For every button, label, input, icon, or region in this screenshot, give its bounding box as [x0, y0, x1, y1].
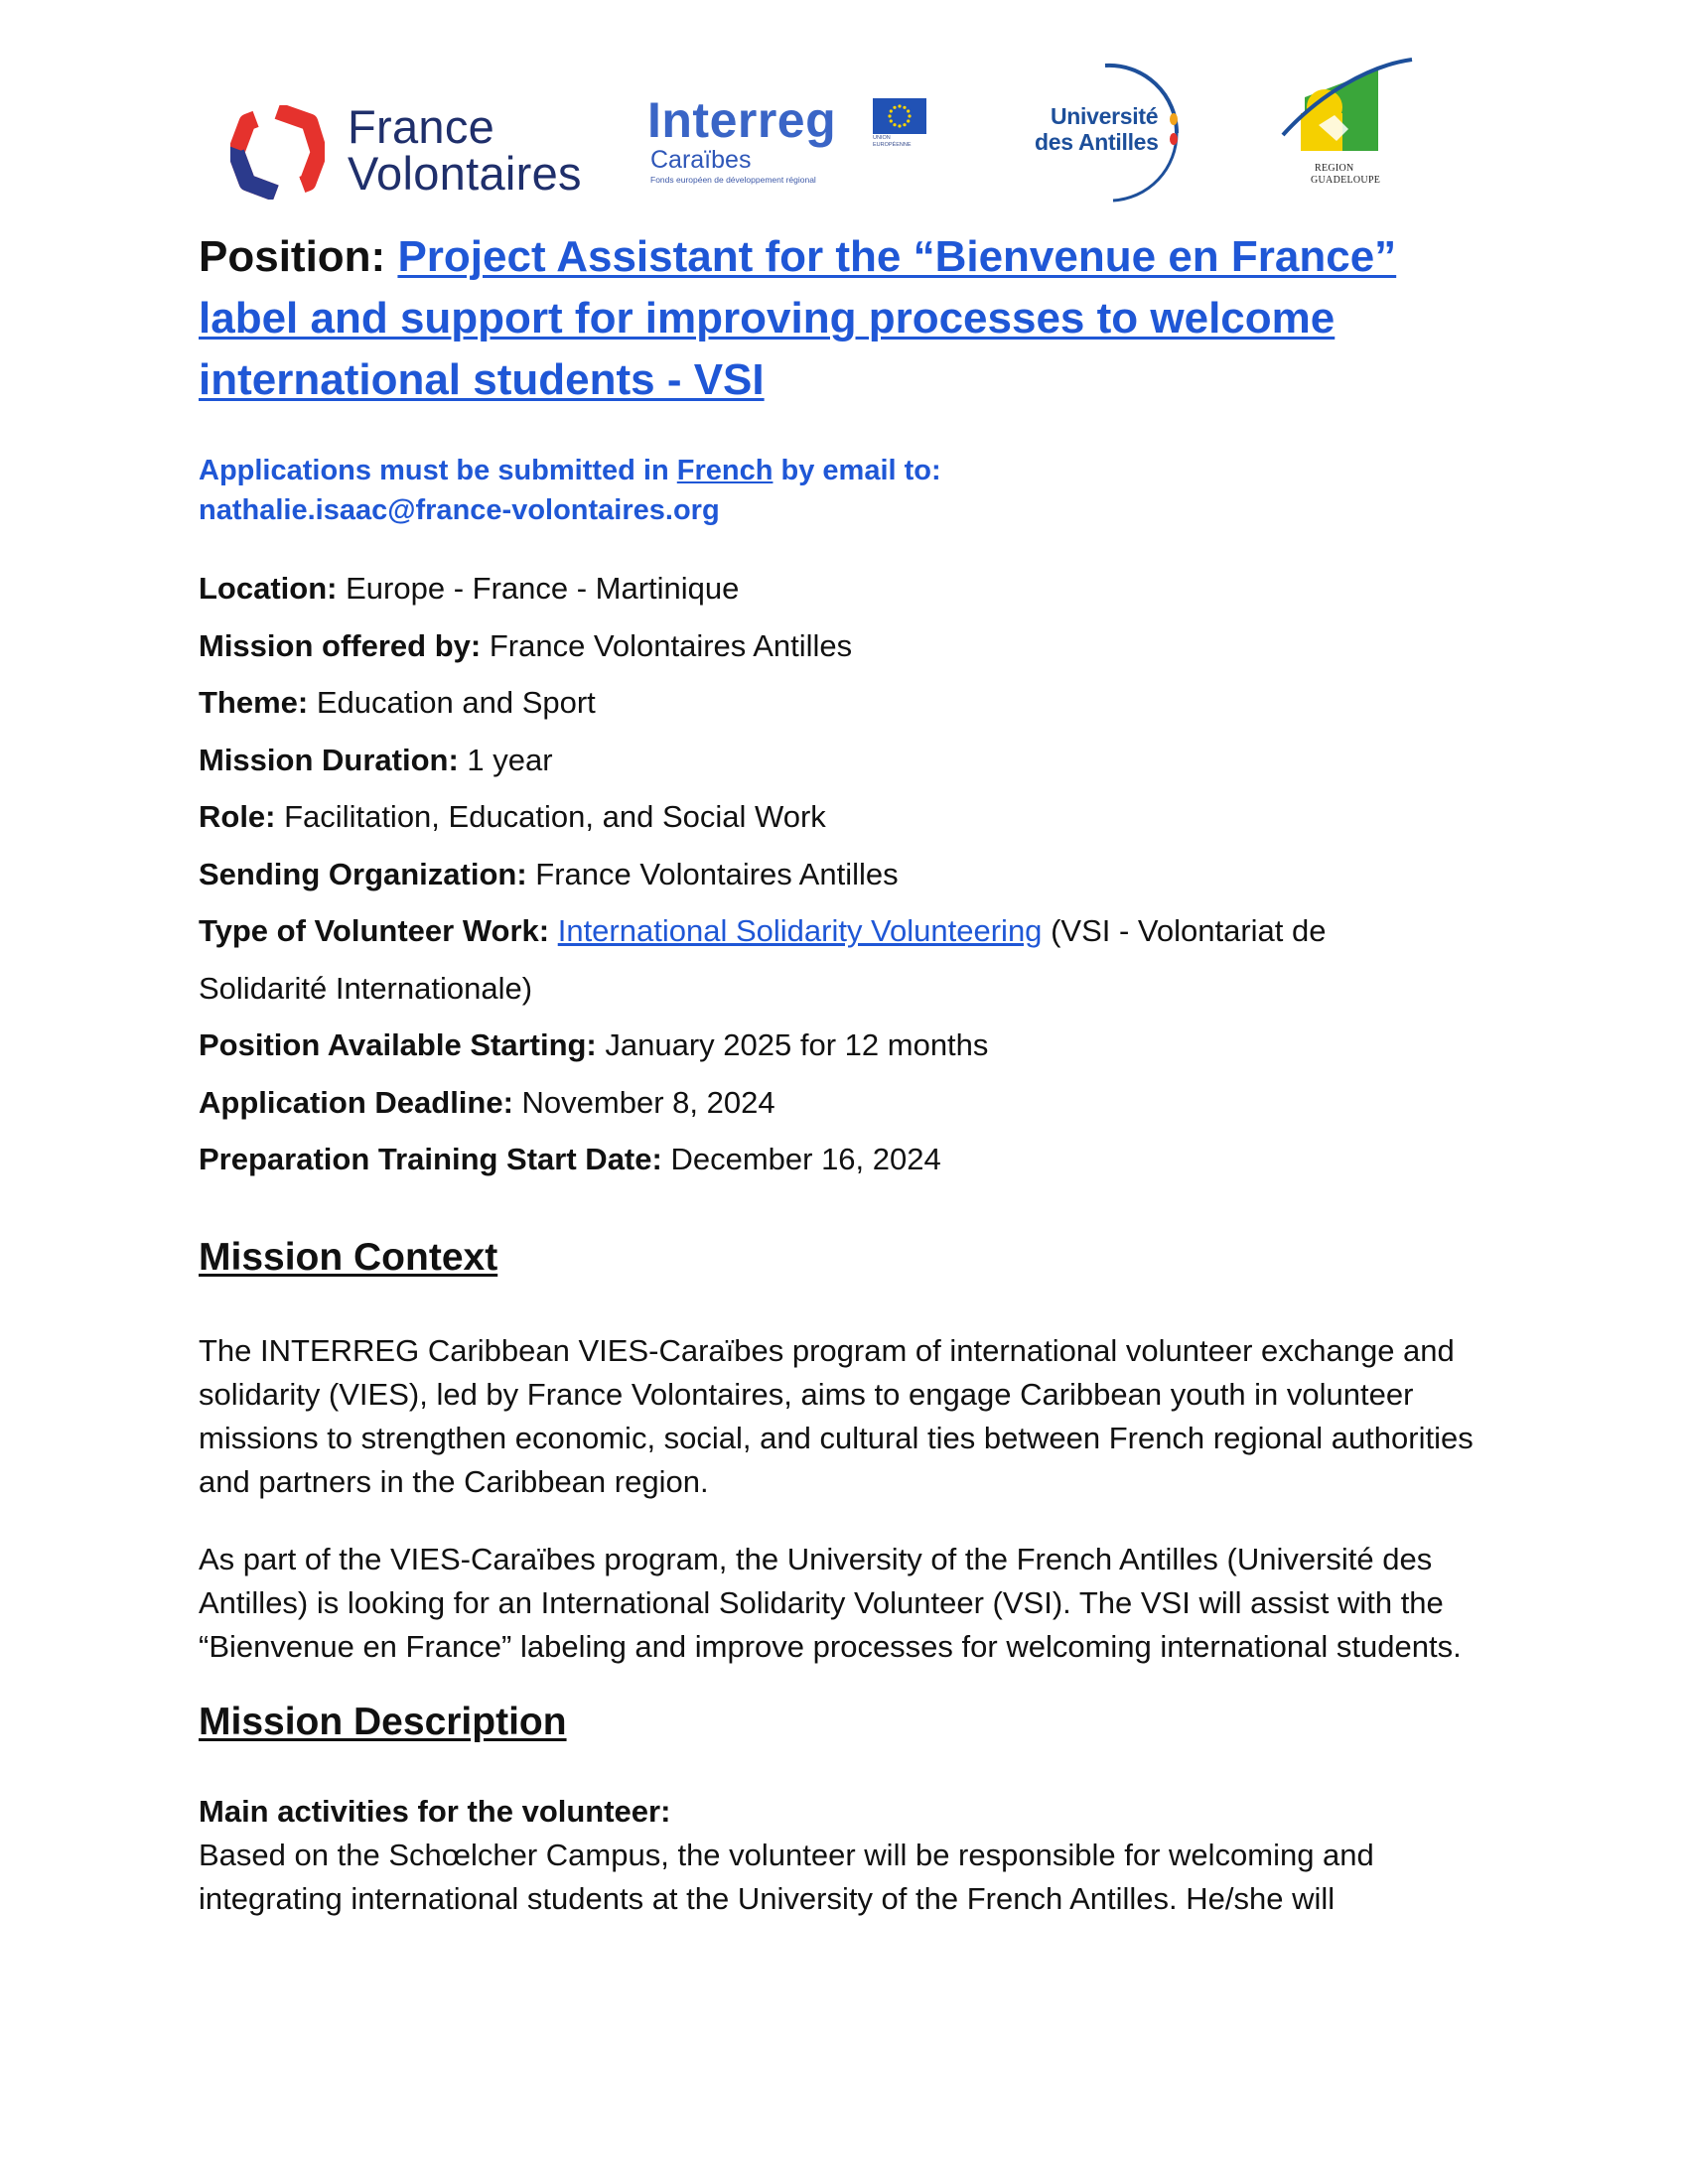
- field-label: Mission offered by:: [199, 627, 482, 663]
- field-value: Europe - France - Martinique: [346, 571, 740, 606]
- main-activities-heading: Main activities for the volunteer:: [199, 1793, 671, 1829]
- field-training-start: [199, 1131, 1489, 1188]
- field-offered-by: [199, 617, 1489, 675]
- field-label: Position Available Starting:: [199, 1027, 597, 1062]
- interreg-wordmark: Interreg: [647, 92, 837, 148]
- mission-details: [199, 560, 1489, 1188]
- application-instructions: [199, 451, 1489, 530]
- position-title-link[interactable]: Project Assistant for the “Bienvenue en France” label and support for improving processes to welcome international students - VSI: [199, 232, 1397, 404]
- interreg-caraibes-logo: [647, 92, 945, 195]
- field-label: Preparation Training Start Date:: [199, 1142, 662, 1176]
- field-label: Theme:: [199, 685, 309, 720]
- mission-description-heading: Mission Description: [199, 1700, 567, 1743]
- position-title: [199, 226, 1489, 411]
- application-text-before: Applications must be submitted in: [199, 455, 669, 486]
- field-label: Sending Organization:: [199, 856, 527, 891]
- eu-flag-icon: [873, 98, 926, 134]
- field-value: Solidarité Internationale): [199, 970, 533, 1006]
- eu-label: UNION EUROPÉENNE: [873, 135, 912, 148]
- field-label: Type of Volunteer Work:: [199, 913, 550, 948]
- universite-line1: Université: [1051, 103, 1159, 129]
- interreg-caraibes-label: Caraïbes: [650, 146, 752, 174]
- region-guadeloupe-emblem-icon: [1279, 56, 1418, 165]
- universite-line2: des Antilles: [1035, 129, 1159, 155]
- field-label: Location:: [199, 571, 338, 606]
- volunteer-type-link[interactable]: International Solidarity Volunteering: [557, 913, 1043, 948]
- mission-context-heading: Mission Context: [199, 1235, 498, 1279]
- field-sending-organization: [199, 846, 1489, 903]
- field-location: [199, 560, 1489, 617]
- region-line2: GUADELOUPE: [1311, 175, 1381, 186]
- region-line1: REGION: [1315, 163, 1354, 174]
- interreg-fund-label: Fonds européen de développement régional: [650, 175, 816, 185]
- france-volontaires-mark-icon: [230, 105, 325, 200]
- field-theme: [199, 674, 1489, 732]
- field-label: Application Deadline:: [199, 1084, 513, 1120]
- mission-description-paragraph: Based on the Schœlcher Campus, the volunteer will be responsible for welcoming and integrating international students at the University of the French Antilles. He/she will: [199, 1837, 1374, 1916]
- france-volontaires-wordmark: [348, 100, 582, 200]
- field-value: France Volontaires Antilles: [489, 627, 853, 663]
- field-value: January 2025 for 12 months: [605, 1027, 989, 1062]
- field-duration: [199, 732, 1489, 789]
- mission-context-paragraph-1: The INTERREG Caribbean VIES-Caraïbes program of international volunteer exchange and solidarity (VIES), led by France Volontaires, aims to engage Caribbean youth in volunteer missions to strengthen economic, social, and cultural ties between French regional authorities and partners in the Caribbean region.: [199, 1332, 1474, 1499]
- field-value: 1 year: [467, 742, 553, 777]
- field-volunteer-type: [199, 902, 1489, 960]
- universite-des-antilles-logo: [1028, 58, 1196, 206]
- field-value: (VSI - Volontariat de: [1051, 913, 1327, 948]
- application-email[interactable]: nathalie.isaac@france-volontaires.org: [199, 494, 720, 526]
- application-text-after: by email to:: [780, 455, 941, 486]
- application-language-link[interactable]: French: [676, 455, 774, 486]
- field-role: [199, 788, 1489, 846]
- field-label: Role:: [199, 799, 276, 834]
- document-content: [199, 226, 1489, 1921]
- field-start-date: [199, 1017, 1489, 1074]
- field-value: France Volontaires Antilles: [535, 856, 899, 891]
- region-guadeloupe-logo: [1279, 56, 1418, 186]
- field-value: December 16, 2024: [670, 1142, 941, 1176]
- field-application-deadline: [199, 1074, 1489, 1132]
- position-label: Position:: [199, 232, 386, 281]
- field-volunteer-type-continued: [199, 960, 1489, 1018]
- fv-line2: Volontaires: [348, 147, 582, 200]
- field-value: Facilitation, Education, and Social Work: [284, 799, 826, 834]
- fv-line1: France: [348, 100, 495, 153]
- mission-context-paragraph-2: As part of the VIES-Caraïbes program, the University of the French Antilles (Université des Antilles) is looking for an International Solidarity Volunteer (VSI). The VSI will assist with the “Bienvenue en France” labeling and improve processes for welcoming international students.: [199, 1541, 1462, 1664]
- field-label: Mission Duration:: [199, 742, 459, 777]
- france-volontaires-logo: [230, 97, 618, 206]
- field-value: Education and Sport: [316, 685, 596, 720]
- field-value: November 8, 2024: [521, 1084, 775, 1120]
